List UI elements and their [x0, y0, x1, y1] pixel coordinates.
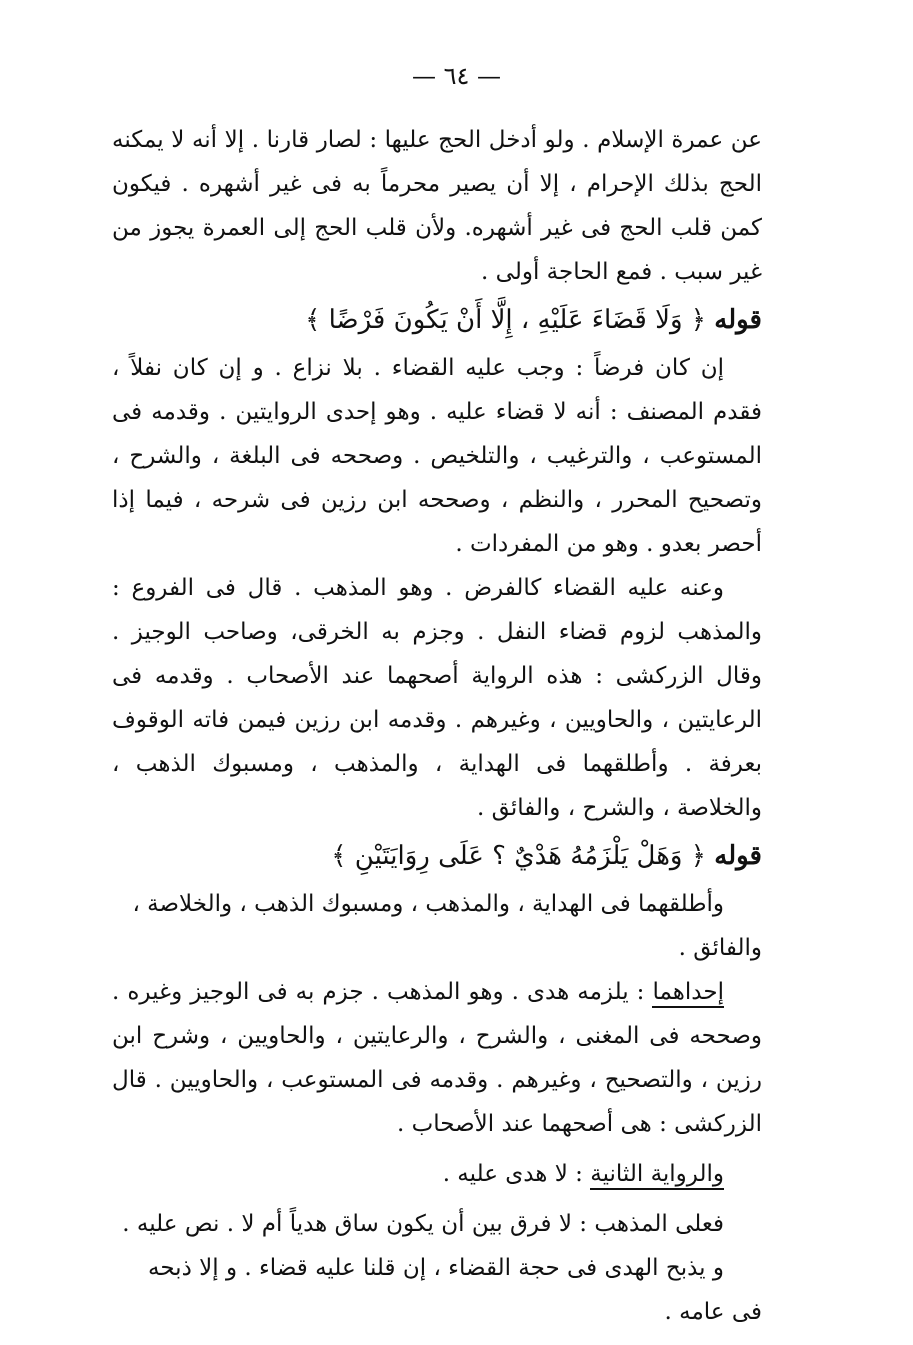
paragraph [112, 970, 762, 1146]
body-text [112, 118, 762, 1334]
paragraph [112, 1152, 762, 1196]
paragraph-text: : يلزمه هدى . وهو المذهب . جزم به فى الوجيز وغيره . وصححه فى المغنى ، والشرح ، والرعايتين ، والحاويين ، وشرح ابن رزين ، والتصحيح ، وغيرهم . وقدمه فى المستوعب ، والحاويين . قال الزركشى : هى أصحهما عند الأصحاب . [112, 979, 762, 1137]
page-number: — ٦٤ — [411, 62, 502, 90]
heading-quote: ﴿ وَلَا قَضَاءَ عَلَيْهِ ، إِلَّا أَنْ يَكُونَ فَرْضًا ﴾ [305, 305, 715, 335]
heading-lead: قوله [714, 841, 762, 871]
paragraph [112, 566, 762, 830]
paragraph-text: عن عمرة الإسلام . ولو أدخل الحج عليها : لصار قارنا . إلا أنه لا يمكنه الحج بذلك الإحرام ، إلا أن يصير محرماً به فى غير أشهره . فيكون كمن قلب الحج فى غير أشهره. ولأن قلب الحج إلى العمرة يجوز من غير سبب . فمع الحاجة أولى . [112, 127, 762, 285]
paragraph-text: و يذبح الهدى فى حجة القضاء ، إن قلنا عليه قضاء . و إلا ذبحه فى عامه . [148, 1255, 762, 1325]
quoted-heading [112, 294, 762, 346]
paragraph [112, 1246, 762, 1334]
paragraph-text: فعلى المذهب : لا فرق بين أن يكون ساق هدياً أم لا . نص عليه . [122, 1211, 724, 1237]
paragraph-label: إحداهما [652, 979, 724, 1008]
paragraph [112, 1202, 762, 1246]
heading-quote: ﴿ وَهَلْ يَلْزَمُهُ هَدْيٌ ؟ عَلَى رِوَايَتَيْنِ ﴾ [331, 841, 715, 871]
heading-lead: قوله [714, 305, 762, 335]
paragraph [112, 118, 762, 294]
quoted-heading [112, 830, 762, 882]
paragraph-text: وعنه عليه القضاء كالفرض . وهو المذهب . قال فى الفروع : والمذهب لزوم قضاء النفل . وجزم به الخرقى، وصاحب الوجيز . وقال الزركشى : هذه الرواية أصحهما عند الأصحاب . وقدمه فى الرعايتين ، والحاويين ، وغيرهم . وقدمه ابن رزين فيمن فاته الوقوف بعرفة . وأطلقهما فى الهداية ، والمذهب ، ومسبوك الذهب ، والخلاصة ، والشرح ، والفائق . [112, 575, 762, 821]
paragraph-label: والرواية الثانية [590, 1161, 724, 1190]
paragraph-text: إن كان فرضاً : وجب عليه القضاء . بلا نزاع . و إن كان نفلاً ، فقدم المصنف : أنه لا قضاء عليه . وهو إحدى الروايتين . وقدمه فى المستوعب ، والترغيب ، والتلخيص . وصححه فى البلغة ، والشرح ، وتصحيح المحرر ، والنظم ، وصححه ابن رزين فى شرحه ، فيما إذا أحصر بعدو . وهو من المفردات . [112, 355, 762, 557]
paragraph [112, 882, 762, 970]
paragraph-text: : لا هدى عليه . [442, 1161, 591, 1187]
paragraph-text: وأطلقهما فى الهداية ، والمذهب ، ومسبوك الذهب ، والخلاصة ، والفائق . [132, 891, 762, 961]
paragraph [112, 346, 762, 566]
